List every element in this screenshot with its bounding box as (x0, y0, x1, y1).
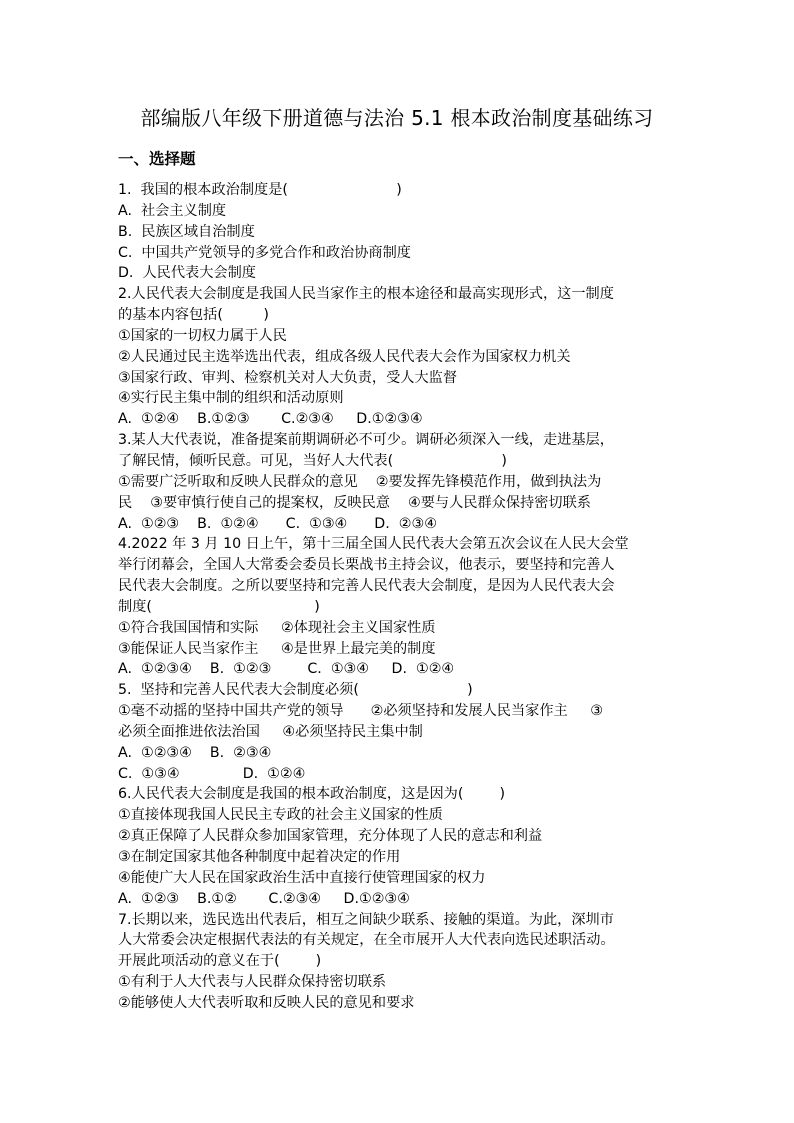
text-line: C. ①③④ D. ①②④ (118, 765, 306, 782)
text-line: A. ①②③④ B. ①②③ C. ①③④ D. ①②④ (118, 661, 455, 678)
question-body (118, 180, 688, 1014)
text-line: D. 人民代表大会制度 (118, 265, 256, 282)
text-line: 6.人民代表大会制度是我国的根本政治制度，这是因为( ) (118, 786, 505, 803)
text-line: ④能使广大人民在国家政治生活中直接行使管理国家的权力 (118, 869, 486, 886)
text-line: 7.长期以来，选民选出代表后，相互之间缺少联系、接触的渠道。为此，深圳市 (118, 911, 614, 928)
text-line: ③国家行政、审判、检察机关对人大负责，受人大监督 (118, 369, 458, 386)
text-line: 4.2022 年 3 月 10 日上午，第十三届全国人民代表大会第五次会议在人民大会堂 (118, 536, 629, 553)
text-line: 2.人民代表大会制度是我国人民当家作主的根本途径和最高实现形式，这一制度 (118, 286, 614, 303)
document-title: 部编版八年级下册道德与法治 5.1 根本政治制度基础练习 (140, 106, 654, 130)
text-line: 制度( ) (118, 598, 320, 615)
text-line: A. ①②③④ B. ②③④ (118, 744, 272, 761)
text-line: ②能够使人大代表听取和反映人民的意见和要求 (118, 994, 415, 1011)
text-line: C. 中国共产党领导的多党合作和政治协商制度 (118, 244, 411, 261)
text-line: 人大常委会决定根据代表法的有关规定，在全市展开人大代表向选民述职活动。 (118, 932, 615, 949)
text-line: ①符合我国国情和实际 ②体现社会主义国家性质 (118, 619, 436, 636)
text-line: ①毫不动摇的坚持中国共产党的领导 ②必须坚持和发展人民当家作主 ③ (118, 703, 604, 720)
text-line: 1. 我国的根本政治制度是( ) (118, 182, 402, 198)
text-line: A. ①②③ B. ①②④ C. ①③④ D. ②③④ (118, 515, 437, 532)
text-line: A. ①②③ B.①② C.②③④ D.①②③④ (118, 890, 410, 907)
text-line: ③在制定国家其他各种制度中起着决定的作用 (118, 849, 401, 865)
text-line: 举行闭幕会，全国人大常委会委员长栗战书主持会议，他表示，要坚持和完善人 (118, 557, 615, 574)
text-line: 3.某人大代表说，准备提案前期调研必不可少。调研必须深入一线，走进基层， (118, 432, 614, 449)
section-heading: 一、选择题 (118, 150, 196, 168)
text-line: 必须全面推进依法治国 ④必须坚持民主集中制 (118, 723, 423, 740)
text-line: ①国家的一切权力属于人民 (118, 327, 287, 344)
text-line: ③能保证人民当家作主 ④是世界上最完美的制度 (118, 640, 436, 657)
text-line: 了解民情，倾听民意。可见，当好人大代表( ) (118, 452, 507, 469)
text-line: ②人民通过民主选举选出代表，组成各级人民代表大会作为国家权力机关 (118, 348, 571, 365)
text-line: ④实行民主集中制的组织和活动原则 (118, 390, 344, 407)
text-line: 的基本内容包括( ) (118, 307, 269, 324)
text-line: 5. 坚持和完善人民代表大会制度必须( ) (118, 682, 473, 699)
text-line: ②真正保障了人民群众参加国家管理，充分体现了人民的意志和利益 (118, 828, 543, 845)
text-line: 民 ③要审慎行使自己的提案权，反映民意 ④要与人民群众保持密切联系 (118, 494, 591, 511)
text-line: 开展此项活动的意义在于( ) (118, 953, 322, 970)
text-line: B. 民族区域自治制度 (118, 223, 255, 240)
text-line: A. 社会主义制度 (118, 202, 227, 219)
text-line: A. ①②④ B.①②③ C.②③④ D.①②③④ (118, 411, 423, 428)
text-line: 民代表大会制度。之所以要坚持和完善人民代表大会制度，是因为人民代表大会 (118, 578, 615, 595)
text-line: ①直接体现我国人民民主专政的社会主义国家的性质 (118, 807, 443, 824)
text-line: ①有利于人大代表与人民群众保持密切联系 (118, 974, 387, 991)
text-line: ①需要广泛听取和反映人民群众的意见 ②要发挥先锋模范作用，做到执法为 (118, 473, 602, 490)
